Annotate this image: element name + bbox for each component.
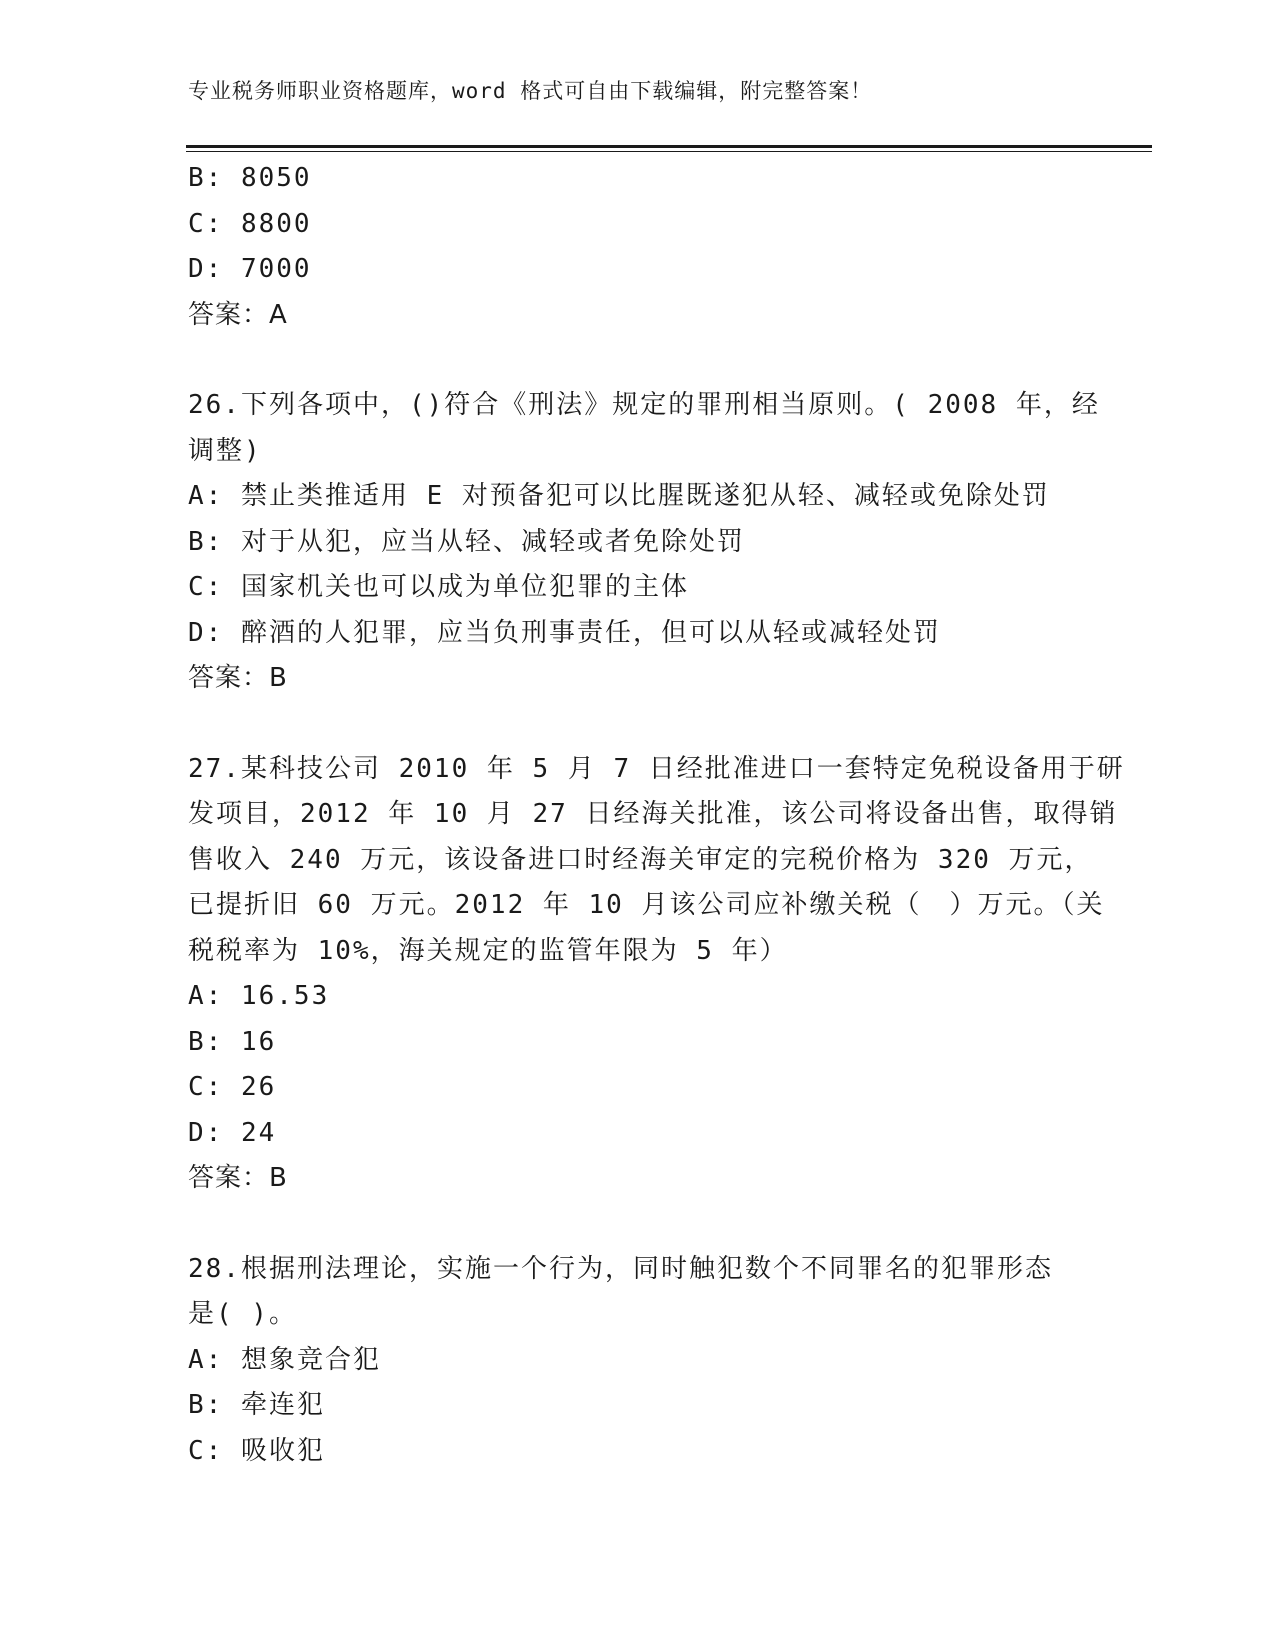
question-stem: 26.下列各项中，()符合《刑法》规定的罪刑相当原则。( 2008 年，经 <box>188 390 1100 420</box>
option-b: B: 16 <box>188 1026 277 1057</box>
option-a: A: 禁止类推适用 E 对预备犯可以比腥既遂犯从轻、减轻或免除处罚 <box>188 481 1050 511</box>
question-26 <box>188 383 1100 702</box>
answer: 答案：B <box>188 663 288 693</box>
question-content <box>188 156 1125 1474</box>
option-b: B: 牵连犯 <box>188 1390 325 1420</box>
question-stem: 27.某科技公司 2010 年 5 月 7 日经批准进口一套特定免税设备用于研 <box>188 753 1125 784</box>
question-stem: 调整) <box>188 435 262 466</box>
option-c: C: 吸收犯 <box>188 1435 325 1466</box>
option-a: A: 想象竞合犯 <box>188 1344 381 1375</box>
answer: 答案：A <box>188 299 288 330</box>
question-stem: 已提折旧 60 万元。2012 年 10 月该公司应补缴关税（ ）万元。（关 <box>188 890 1105 920</box>
question-28 <box>188 1247 1088 1475</box>
question-stem: 发项目，2012 年 10 月 27 日经海关批准，该公司将设备出售，取得销 <box>188 799 1118 829</box>
question-27 <box>188 747 1125 1202</box>
answer: 答案：B <box>188 1163 288 1193</box>
question-stem: 售收入 240 万元，该设备进口时经海关审定的完税价格为 320 万元， <box>188 844 1093 875</box>
question-stem: 税税率为 10%，海关规定的监管年限为 5 年） <box>188 935 788 966</box>
header-rule-thick <box>186 145 1152 148</box>
page-header: 专业税务师职业资格题库，word 格式可自由下载编辑，附完整答案！ <box>188 79 873 103</box>
option-d: D: 醉酒的人犯罪，应当负刑事责任，但可以从轻或减轻处罚 <box>188 617 941 648</box>
option-c: C: 26 <box>188 1072 277 1102</box>
question-stem: 28.根据刑法理论，实施一个行为，同时触犯数个不同罪名的犯罪形态 <box>188 1253 1053 1284</box>
prev-question-tail <box>188 156 1088 338</box>
question-stem: 是( )。 <box>188 1299 297 1329</box>
option-b: B: 8050 <box>188 163 312 193</box>
option-d: D: 24 <box>188 1117 277 1148</box>
option-d: D: 7000 <box>188 254 312 284</box>
header-rule-thin <box>186 151 1152 152</box>
option-b: B: 对于从犯，应当从轻、减轻或者免除处罚 <box>188 526 745 557</box>
option-a: A: 16.53 <box>188 981 330 1011</box>
option-c: C: 8800 <box>188 208 312 239</box>
option-c: C: 国家机关也可以成为单位犯罪的主体 <box>188 572 689 602</box>
